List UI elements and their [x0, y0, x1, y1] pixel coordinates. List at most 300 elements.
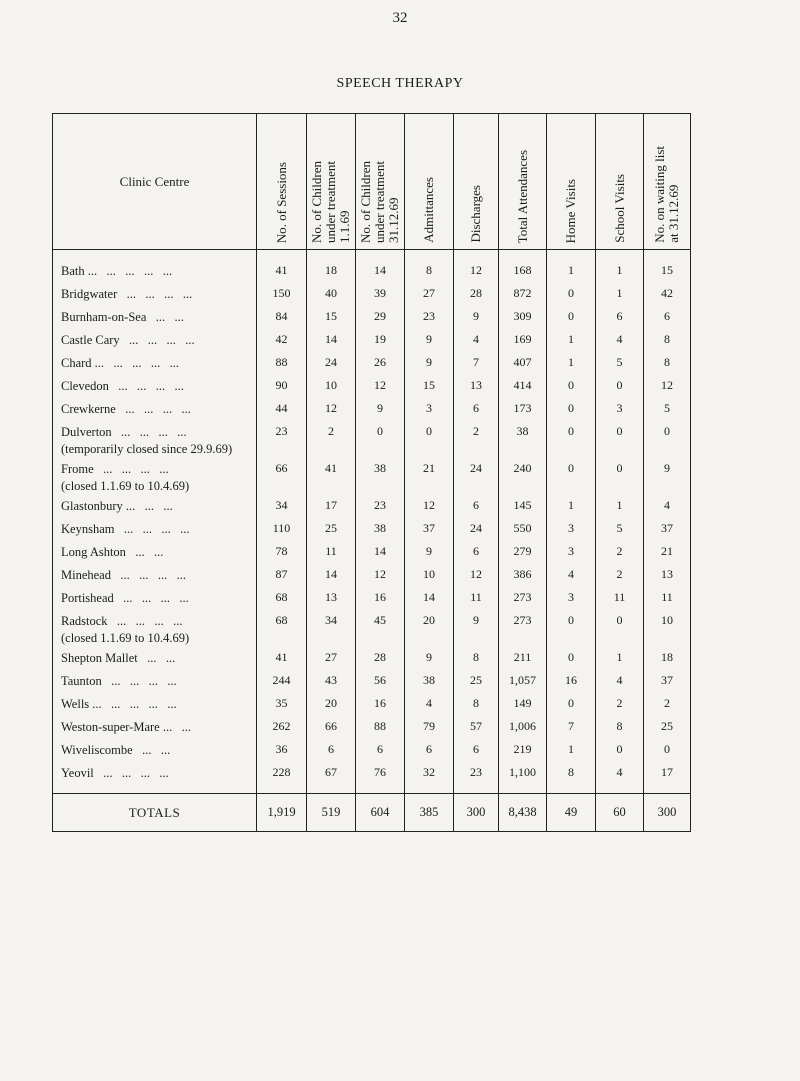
table-cell: 13: [644, 564, 691, 587]
table-cell: 0: [356, 421, 405, 458]
totals-cell: 8,438: [499, 794, 547, 832]
table-cell: 23: [405, 306, 454, 329]
table-cell: 0: [644, 421, 691, 458]
totals-cell: 300: [644, 794, 691, 832]
clinic-name: Burnham-on-Sea ... ...: [61, 310, 184, 324]
clinic-name-cell: [53, 647, 257, 670]
table-cell: 2: [596, 541, 644, 564]
table-cell: 32: [405, 762, 454, 794]
table-cell: 0: [405, 421, 454, 458]
clinic-name-cell: [53, 716, 257, 739]
totals-cell: 519: [307, 794, 356, 832]
totals-row: [53, 794, 691, 832]
table-cell: 9: [644, 458, 691, 495]
clinic-name-cell: [53, 564, 257, 587]
table-cell: 145: [499, 495, 547, 518]
clinic-name: Bridgwater ... ... ... ...: [61, 287, 193, 301]
spacer-cell: [644, 250, 691, 261]
table-cell: 15: [307, 306, 356, 329]
table-cell: 12: [405, 495, 454, 518]
header-school-visits: [596, 114, 644, 250]
table-cell: 407: [499, 352, 547, 375]
table-cell: 36: [257, 739, 307, 762]
table-cell: 9: [454, 306, 499, 329]
table-cell: 872: [499, 283, 547, 306]
table-row: [53, 283, 691, 306]
table-cell: 6: [644, 306, 691, 329]
table-row: [53, 495, 691, 518]
table-cell: 41: [257, 647, 307, 670]
table-row: [53, 610, 691, 647]
table-cell: 6: [454, 739, 499, 762]
table-cell: 11: [644, 587, 691, 610]
clinic-note: (temporarily closed since 29.9.69): [61, 442, 233, 456]
table-cell: 13: [454, 375, 499, 398]
table-cell: 0: [547, 647, 596, 670]
table-cell: 3: [596, 398, 644, 421]
table-cell: 211: [499, 647, 547, 670]
table-cell: 12: [454, 260, 499, 283]
table-cell: 16: [356, 693, 405, 716]
table-cell: 45: [356, 610, 405, 647]
spacer-cell: [307, 250, 356, 261]
table-cell: 15: [405, 375, 454, 398]
table-cell: 67: [307, 762, 356, 794]
table-row: [53, 329, 691, 352]
table-cell: 66: [307, 716, 356, 739]
clinic-name: Chard ... ... ... ... ...: [61, 356, 180, 370]
table-cell: 25: [644, 716, 691, 739]
spacer-cell: [356, 250, 405, 261]
table-cell: 8: [596, 716, 644, 739]
table-cell: 19: [356, 329, 405, 352]
table-cell: 25: [454, 670, 499, 693]
totals-cell: 60: [596, 794, 644, 832]
table-cell: 29: [356, 306, 405, 329]
table-cell: 79: [405, 716, 454, 739]
clinic-name-cell: [53, 610, 257, 647]
header-children-end: [356, 114, 405, 250]
clinic-name: Bath ... ... ... ... ...: [61, 264, 173, 278]
table-row: [53, 647, 691, 670]
table-cell: 414: [499, 375, 547, 398]
totals-cell: 1,919: [257, 794, 307, 832]
table-cell: 28: [356, 647, 405, 670]
table-row: [53, 260, 691, 283]
clinic-name-cell: [53, 352, 257, 375]
table-cell: 10: [644, 610, 691, 647]
table-cell: 18: [644, 647, 691, 670]
table-cell: 9: [405, 541, 454, 564]
table-cell: 21: [644, 541, 691, 564]
table-cell: 38: [405, 670, 454, 693]
clinic-name: Dulverton ... ... ... ...: [61, 425, 187, 439]
clinic-name: Portishead ... ... ... ...: [61, 591, 189, 605]
clinic-name-cell: [53, 458, 257, 495]
totals-cell: 300: [454, 794, 499, 832]
table-cell: 23: [356, 495, 405, 518]
table-cell: 12: [644, 375, 691, 398]
spacer-cell: [257, 250, 307, 261]
table-cell: 20: [307, 693, 356, 716]
table-cell: 56: [356, 670, 405, 693]
spacer-cell: [499, 250, 547, 261]
table-cell: 5: [596, 352, 644, 375]
header-home-visits: [547, 114, 596, 250]
clinic-name-cell: [53, 762, 257, 794]
table-cell: 0: [547, 283, 596, 306]
table-cell: 35: [257, 693, 307, 716]
table-cell: 0: [644, 739, 691, 762]
table-cell: 38: [356, 458, 405, 495]
table-cell: 4: [596, 670, 644, 693]
table-cell: 1,100: [499, 762, 547, 794]
clinic-name-cell: [53, 283, 257, 306]
table-cell: 8: [405, 260, 454, 283]
table-cell: 4: [454, 329, 499, 352]
spacer-cell: [454, 250, 499, 261]
clinic-name-cell: [53, 398, 257, 421]
table-cell: 7: [454, 352, 499, 375]
spacer-cell: [405, 250, 454, 261]
clinic-name: Taunton ... ... ... ...: [61, 674, 177, 688]
table-cell: 41: [307, 458, 356, 495]
header-waiting-list: [644, 114, 691, 250]
table-cell: 8: [644, 329, 691, 352]
table-cell: 4: [547, 564, 596, 587]
table-cell: 1: [547, 329, 596, 352]
clinic-name: Clevedon ... ... ... ...: [61, 379, 184, 393]
table-row: [53, 398, 691, 421]
table-cell: 24: [454, 518, 499, 541]
clinic-name: Glastonbury ... ... ...: [61, 499, 173, 513]
table-cell: 14: [307, 329, 356, 352]
table-cell: 3: [405, 398, 454, 421]
spacer-cell: [547, 250, 596, 261]
table-cell: 17: [307, 495, 356, 518]
table-cell: 44: [257, 398, 307, 421]
table-cell: 5: [596, 518, 644, 541]
table-cell: 18: [307, 260, 356, 283]
table-row: [53, 421, 691, 458]
table-cell: 1: [547, 260, 596, 283]
table-row: [53, 518, 691, 541]
clinic-name-cell: [53, 587, 257, 610]
table-cell: 273: [499, 587, 547, 610]
table-cell: 66: [257, 458, 307, 495]
table-cell: 0: [596, 610, 644, 647]
clinic-name-cell: [53, 329, 257, 352]
table-cell: 39: [356, 283, 405, 306]
table-cell: 1: [596, 647, 644, 670]
header-sessions: [257, 114, 307, 250]
table-cell: 6: [405, 739, 454, 762]
table-cell: 149: [499, 693, 547, 716]
clinic-name: Castle Cary ... ... ... ...: [61, 333, 195, 347]
table-cell: 169: [499, 329, 547, 352]
table-cell: 68: [257, 610, 307, 647]
header-clinic-centre: Clinic Centre: [53, 114, 257, 250]
table-cell: 8: [454, 647, 499, 670]
header-sessions-label: No. of Sessions: [273, 161, 289, 243]
header-children-start-label: No. of Children under treatment 1.1.69: [309, 161, 352, 243]
table-cell: 1: [596, 260, 644, 283]
table-cell: 41: [257, 260, 307, 283]
table-cell: 0: [547, 458, 596, 495]
table-cell: 4: [596, 329, 644, 352]
table-cell: 6: [307, 739, 356, 762]
table-row: [53, 587, 691, 610]
clinic-name: Yeovil ... ... ... ...: [61, 766, 169, 780]
header-row: [53, 114, 691, 250]
table-cell: 7: [547, 716, 596, 739]
clinic-name-cell: [53, 693, 257, 716]
table-cell: 10: [307, 375, 356, 398]
table-cell: 1: [547, 495, 596, 518]
table-row: [53, 693, 691, 716]
table-cell: 40: [307, 283, 356, 306]
table-cell: 84: [257, 306, 307, 329]
table-cell: 15: [644, 260, 691, 283]
header-school-visits-label: School Visits: [611, 174, 627, 243]
header-admittances: [405, 114, 454, 250]
clinic-name: Minehead ... ... ... ...: [61, 568, 186, 582]
table-cell: 37: [405, 518, 454, 541]
table-cell: 219: [499, 739, 547, 762]
table-cell: 87: [257, 564, 307, 587]
table-cell: 13: [307, 587, 356, 610]
table-cell: 12: [356, 564, 405, 587]
table-cell: 23: [454, 762, 499, 794]
table-cell: 240: [499, 458, 547, 495]
table-cell: 1,006: [499, 716, 547, 739]
table-row: [53, 739, 691, 762]
spacer-cell: [53, 250, 257, 261]
table-cell: 14: [356, 260, 405, 283]
spacer-cell: [596, 250, 644, 261]
totals-cell: 604: [356, 794, 405, 832]
table-cell: 17: [644, 762, 691, 794]
header-children-start: [307, 114, 356, 250]
table-cell: 0: [547, 398, 596, 421]
table-cell: 42: [257, 329, 307, 352]
table-cell: 14: [356, 541, 405, 564]
table-cell: 273: [499, 610, 547, 647]
table-cell: 0: [596, 375, 644, 398]
table-cell: 2: [644, 693, 691, 716]
page-number: 32: [392, 10, 408, 26]
table-cell: 2: [596, 564, 644, 587]
table-cell: 309: [499, 306, 547, 329]
header-children-end-label: No. of Children under treatment 31.12.69: [358, 161, 401, 243]
page-title: SPEECH THERAPY: [336, 76, 464, 91]
table-body: [53, 250, 691, 794]
table-cell: 0: [547, 421, 596, 458]
table-cell: 38: [499, 421, 547, 458]
table-cell: 228: [257, 762, 307, 794]
table-cell: 2: [596, 693, 644, 716]
table-cell: 1: [547, 739, 596, 762]
table-cell: 27: [307, 647, 356, 670]
table-cell: 9: [405, 647, 454, 670]
table-cell: 9: [454, 610, 499, 647]
table-row: [53, 541, 691, 564]
table-row: [53, 375, 691, 398]
totals-label: TOTALS: [53, 794, 257, 832]
table-row: [53, 670, 691, 693]
clinic-name-cell: [53, 495, 257, 518]
table-cell: 26: [356, 352, 405, 375]
table-row: [53, 306, 691, 329]
table-cell: 150: [257, 283, 307, 306]
table-cell: 10: [405, 564, 454, 587]
table-cell: 34: [257, 495, 307, 518]
table-row: [53, 458, 691, 495]
clinic-name-cell: [53, 421, 257, 458]
table-cell: 20: [405, 610, 454, 647]
clinic-name: Shepton Mallet ... ...: [61, 651, 176, 665]
clinic-name: Weston-super-Mare ... ...: [61, 720, 191, 734]
table-cell: 1: [547, 352, 596, 375]
clinic-name: Radstock ... ... ... ...: [61, 614, 183, 628]
table-cell: 24: [454, 458, 499, 495]
clinic-name-cell: [53, 518, 257, 541]
table-cell: 2: [307, 421, 356, 458]
table-cell: 57: [454, 716, 499, 739]
table-cell: 8: [644, 352, 691, 375]
table-cell: 9: [405, 329, 454, 352]
table-cell: 6: [454, 541, 499, 564]
table-cell: 28: [454, 283, 499, 306]
table-cell: 68: [257, 587, 307, 610]
table-cell: 37: [644, 518, 691, 541]
header-total-attendances-label: Total Attendances: [514, 149, 530, 243]
table-cell: 262: [257, 716, 307, 739]
header-home-visits-label: Home Visits: [563, 178, 578, 243]
table-cell: 88: [356, 716, 405, 739]
table-cell: 110: [257, 518, 307, 541]
table-cell: 173: [499, 398, 547, 421]
table-cell: 27: [405, 283, 454, 306]
table-cell: 4: [644, 495, 691, 518]
table-cell: 2: [454, 421, 499, 458]
table-cell: 550: [499, 518, 547, 541]
table-cell: 11: [596, 587, 644, 610]
clinic-name-cell: [53, 670, 257, 693]
clinic-name: Keynsham ... ... ... ...: [61, 522, 190, 536]
table-cell: 14: [405, 587, 454, 610]
table-cell: 90: [257, 375, 307, 398]
table-cell: 1: [596, 495, 644, 518]
header-discharges: [454, 114, 499, 250]
spacer-row: [53, 250, 691, 261]
table-cell: 16: [356, 587, 405, 610]
clinic-name-cell: [53, 260, 257, 283]
table-cell: 38: [356, 518, 405, 541]
table-cell: 34: [307, 610, 356, 647]
clinic-note: (closed 1.1.69 to 10.4.69): [61, 631, 190, 645]
table-row: [53, 762, 691, 794]
clinic-note: (closed 1.1.69 to 10.4.69): [61, 479, 190, 493]
table-cell: 0: [547, 375, 596, 398]
table-cell: 5: [644, 398, 691, 421]
table-cell: 12: [356, 375, 405, 398]
clinic-name: Crewkerne ... ... ... ...: [61, 402, 191, 416]
table-cell: 3: [547, 587, 596, 610]
table-cell: 0: [596, 421, 644, 458]
table-cell: 23: [257, 421, 307, 458]
table-cell: 6: [356, 739, 405, 762]
clinic-name-cell: [53, 541, 257, 564]
table-cell: 43: [307, 670, 356, 693]
table-cell: 37: [644, 670, 691, 693]
table-cell: 9: [356, 398, 405, 421]
table-cell: 11: [454, 587, 499, 610]
table-cell: 1: [596, 283, 644, 306]
totals-cell: 385: [405, 794, 454, 832]
header-admittances-label: Admittances: [421, 177, 436, 243]
table-cell: 8: [547, 762, 596, 794]
table-row: [53, 564, 691, 587]
table-cell: 0: [547, 306, 596, 329]
table-cell: 3: [547, 518, 596, 541]
speech-therapy-table: [52, 113, 691, 832]
table-cell: 12: [454, 564, 499, 587]
table-cell: 9: [405, 352, 454, 375]
table-cell: 8: [454, 693, 499, 716]
table-cell: 25: [307, 518, 356, 541]
table-cell: 6: [454, 398, 499, 421]
table-cell: 386: [499, 564, 547, 587]
table-cell: 6: [596, 306, 644, 329]
table-cell: 0: [596, 739, 644, 762]
clinic-name: Long Ashton ... ...: [61, 545, 164, 559]
table-cell: 0: [547, 693, 596, 716]
table-cell: 1,057: [499, 670, 547, 693]
table-cell: 11: [307, 541, 356, 564]
clinic-name: Wells ... ... ... ... ...: [61, 697, 177, 711]
table-cell: 0: [596, 458, 644, 495]
clinic-name: Wiveliscombe ... ...: [61, 743, 171, 757]
clinic-name-cell: [53, 375, 257, 398]
table-row: [53, 716, 691, 739]
table-cell: 4: [596, 762, 644, 794]
table-cell: 279: [499, 541, 547, 564]
table-cell: 0: [547, 610, 596, 647]
table-cell: 244: [257, 670, 307, 693]
clinic-name: Frome ... ... ... ...: [61, 462, 169, 476]
table-cell: 24: [307, 352, 356, 375]
header-waiting-list-label: No. on waiting list at 31.12.69: [652, 146, 681, 243]
table-cell: 12: [307, 398, 356, 421]
totals-cell: 49: [547, 794, 596, 832]
table-cell: 76: [356, 762, 405, 794]
table-cell: 6: [454, 495, 499, 518]
table-cell: 14: [307, 564, 356, 587]
clinic-name-cell: [53, 739, 257, 762]
clinic-name-cell: [53, 306, 257, 329]
table-cell: 4: [405, 693, 454, 716]
table-row: [53, 352, 691, 375]
header-discharges-label: Discharges: [468, 185, 483, 243]
table-cell: 21: [405, 458, 454, 495]
table-cell: 88: [257, 352, 307, 375]
table-cell: 78: [257, 541, 307, 564]
header-total-attendances: [499, 114, 547, 250]
table-cell: 168: [499, 260, 547, 283]
table-cell: 42: [644, 283, 691, 306]
table-cell: 16: [547, 670, 596, 693]
